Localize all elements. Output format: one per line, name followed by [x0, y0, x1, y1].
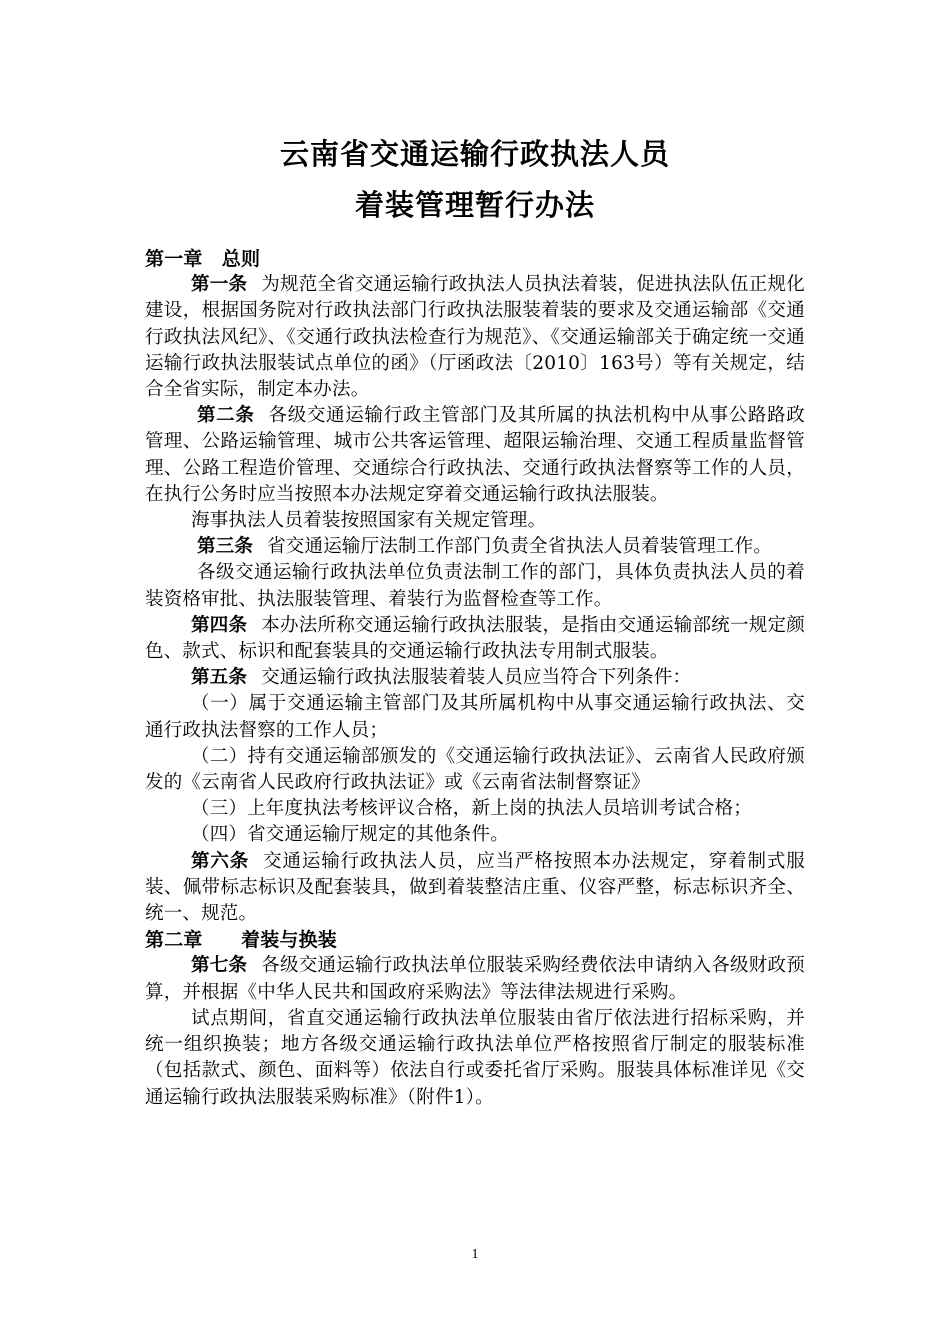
article-text: 各级交通运输行政执法单位服装采购经费依法申请纳入各级财政预算，并根据《中华人民共和国政府采购法》等法律法规进行采购。 — [145, 955, 805, 1003]
article-label: 第二条 — [197, 405, 255, 427]
article-label: 第五条 — [191, 667, 248, 689]
page-number: 1 — [471, 1247, 479, 1262]
list-item: （四）省交通运输厅规定的其他条件。 — [191, 824, 509, 846]
document-title-line2: 着装管理暂行办法 — [354, 188, 595, 222]
article-paragraph — [145, 849, 805, 928]
article-label: 第四条 — [191, 614, 248, 636]
article-label: 第一条 — [191, 274, 248, 296]
article-paragraph — [145, 534, 805, 560]
article-paragraph — [145, 272, 805, 403]
article-label: 第七条 — [191, 955, 248, 977]
article-text: 交通运输行政执法服装着装人员应当符合下列条件： — [261, 667, 692, 689]
article-text: 省交通运输厅法制工作部门负责全省执法人员着装管理工作。 — [267, 536, 773, 558]
document-title-line1: 云南省交通运输行政执法人员 — [279, 137, 670, 171]
article-paragraph — [145, 953, 805, 1005]
article-text: 本办法所称交通运输行政执法服装，是指由交通运输部统一规定颜色、款式、标识和配套装具的交通运输行政执法专用制式服装。 — [145, 614, 805, 663]
article-paragraph — [145, 665, 805, 691]
paragraph: 各级交通运输行政执法单位负责法制工作的部门，具体负责执法人员的着装资格审批、执法服装管理、着装行为监督检查等工作。 — [145, 562, 805, 610]
article-text: 各级交通运输行政主管部门及其所属的执法机构中从事公路路政管理、公路运输管理、城市公共客运管理、超限运输治理、交通工程质量监督管理、公路工程造价管理、交通综合行政执法、交通行政执法督察等工作的人员，在执行公务时应当按照本办法规定穿着交通运输行政执法服装。 — [145, 405, 805, 505]
chapter-heading: 第一章 总则 — [145, 248, 261, 270]
article-label: 第三条 — [197, 536, 254, 558]
paragraph: 试点期间，省直交通运输行政执法单位服装由省厅依法进行招标采购，并统一组织换装；地方各级交通运输行政执法单位严格按照省厅制定的服装标准（包括款式、颜色、面料等）依法自行或委托省厅采购。服装具体标准详见《交通运输行政执法服装采购标准》（附件1）。 — [145, 1007, 805, 1108]
list-item: （三）上年度执法考核评议合格，新上岗的执法人员培训考试合格； — [191, 798, 753, 820]
list-item: （二）持有交通运输部颁发的《交通运输行政执法证》、云南省人民政府颁发的《云南省人民政府行政执法证》或《云南省法制督察证》 — [145, 745, 805, 794]
article-text: 交通运输行政执法人员，应当严格按照本办法规定，穿着制式服装、佩带标志标识及配套装具，做到着装整洁庄重、仪容严整，标志标识齐全、统一、规范。 — [145, 850, 805, 925]
paragraph: 海事执法人员着装按照国家有关规定管理。 — [191, 510, 547, 532]
document-body — [145, 246, 805, 1111]
article-paragraph — [145, 613, 805, 665]
article-text: 为规范全省交通运输行政执法人员执法着装，促进执法队伍正规化建设，根据国务院对行政执法部门行政执法服装着装的要求及交通运输部《交通行政执法风纪》、《交通行政执法检查行为规范》、《交通运输部关于确定统一交通运输行政执法服装试点单位的函》（厅函政法〔2010〕163号）等有关规定，结合全省实际，制定本办法。 — [145, 274, 805, 401]
article-paragraph — [145, 403, 805, 508]
article-label: 第六条 — [191, 850, 250, 872]
list-item: （一）属于交通运输主管部门及其所属机构中从事交通运输行政执法、交通行政执法督察的工作人员； — [145, 693, 805, 741]
chapter-heading: 第二章 着装与换装 — [145, 929, 338, 952]
